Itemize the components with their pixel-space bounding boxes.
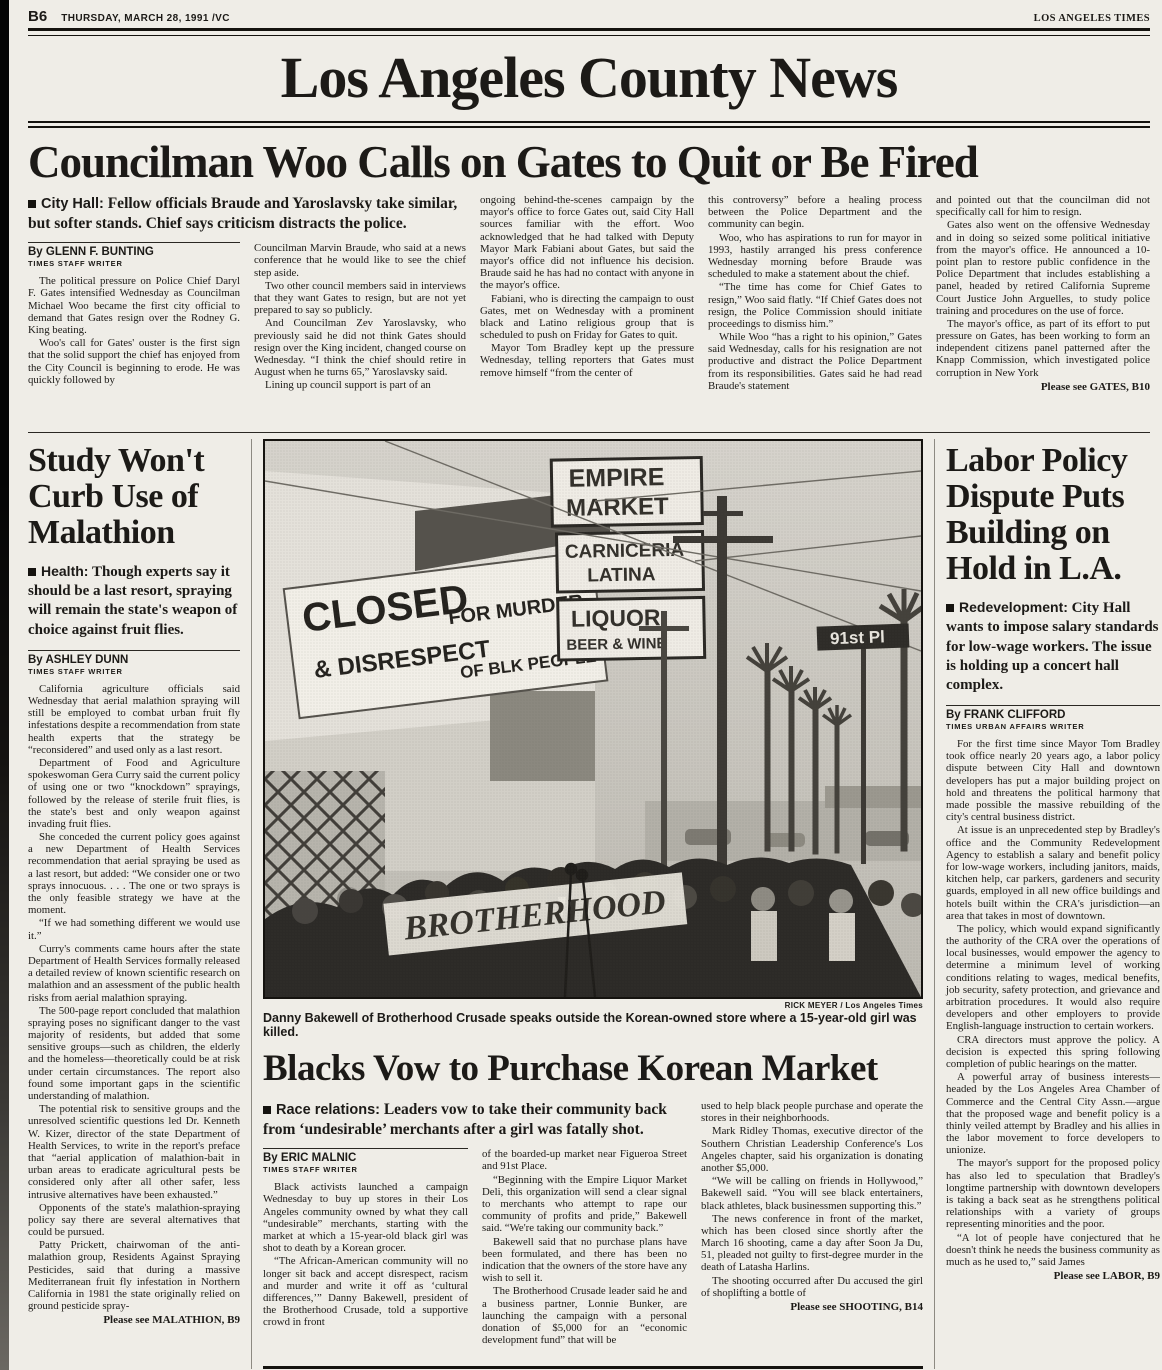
article-paragraph: “The time has come for Chief Gates to resign,” Woo said flatly. “If Chief Gates does not resign, the Police Commission should initiate proceedings to dismiss him.” — [708, 281, 922, 330]
jump-line: Please see MALATHION, B9 — [103, 1314, 240, 1327]
article-paragraph: For the first time since Mayor Tom Bradley took office nearly 20 years ago, a labor policy dispute between City Hall and downtown developers has put a major building project on hold and threatens the political harmony that made possible the massive rebuilding of the city's central business district. — [946, 738, 1160, 824]
jump-line: Please see LABOR, B9 — [1053, 1270, 1160, 1283]
article-paragraph: The mayor's support for the proposed policy has also led to speculation that Bradley's longtime partnership with downtown developers is taking a back seat as he strengthens political relationships with a variety of groups representing minorities and the poor. — [946, 1157, 1160, 1231]
article-paragraph: Black activists launched a campaign Wednesday to buy up stores in their Los Angeles community owned by what they call “undesirable” merchants, starting with the market at which a 15-year-old black girl was shot to death by a Korean grocer. — [263, 1181, 468, 1255]
lead-left-group — [28, 194, 466, 426]
article-paragraph: California agriculture officials said Wednesday that aerial malathion spraying will still be employed to combat urban fruit fly infestations despite a recommendation from state health experts that the strategy be “reconsidered” and used only as a last resort. — [28, 682, 240, 756]
newspaper-page — [28, 8, 1160, 1369]
kicker-label: Race relations: — [276, 1102, 380, 1118]
article-paragraph: Mayor Tom Bradley kept up the pressure Wednesday, telling reporters that Gates must remove himself “from the center of — [480, 342, 694, 379]
kicker-square-icon — [28, 200, 36, 208]
jump-line: Please see GATES, B10 — [1040, 380, 1150, 393]
byline-block — [28, 242, 240, 268]
malathion-kicker — [28, 563, 240, 640]
article-paragraph: The potential risk to sensitive groups and the unresolved scientific questions led Dr. Kenneth W. Kizer, director of the state Department of Health Services, to write in the report's preface that “aerial application of malathion-bait in urban areas to eradicate agricultural pests be considered only after all other safer, less intrusive alternatives have been exhausted.” — [28, 1103, 240, 1201]
byline-title: TIMES URBAN AFFAIRS WRITER — [946, 722, 1085, 732]
article-paragraph: “The African-American community will no longer sit back and accept disrespect, racism and murder and write it off as ‘cultural differences,’” Danny Bakewell, president of the Brotherhood Crusade, told a supportive crowd in front — [263, 1255, 468, 1329]
article-paragraph: The Brotherhood Crusade leader said he and a business partner, Lonnie Bunker, are launching the campaign with a personal donation of $5,000 for an “economic development fund” that will be — [482, 1285, 687, 1347]
labor-headline: Labor Policy Dispute Puts Building on Hold in L.A. — [946, 442, 1128, 588]
lead-column-2 — [254, 242, 466, 426]
jump-line: Please see SHOOTING, B14 — [790, 1301, 923, 1313]
market-headline: Blacks Vow to Purchase Korean Market — [263, 1048, 878, 1089]
article-paragraph: The news conference in front of the market, which has been closed since shortly after the March 16 shooting, came a day after Soon Ja Du, 51, pleaded not guilty to first-degree murder in the death of Latasha Harlins. — [701, 1212, 923, 1274]
article-paragraph: Woo's call for Gates' ouster is the first sign that the solid support the chief has enjoyed from the City Council is beginning to erode. He was quickly followed by — [28, 337, 240, 386]
date-line: THURSDAY, MARCH 28, 1991 /VC — [61, 13, 230, 24]
photo-credit: RICK MEYER / Los Angeles Times — [784, 1001, 923, 1010]
article-text — [701, 1100, 923, 1299]
article-paragraph: Patty Prickett, chairwoman of the anti-malathion group, Residents Against Spraying Pesticides, said that during a massive Mediterranean fruit fly infestation in Northern California in 1981 the state originally relied on ground pesticide spray- — [28, 1239, 240, 1313]
article-text — [263, 1181, 468, 1328]
lead-column-3 — [480, 194, 694, 426]
header-rule — [28, 28, 1150, 36]
article-paragraph: Mark Ridley Thomas, executive director of the Southern Christian Leadership Conference's Los Angeles chapter, said his organization is donating another $5,000. — [701, 1125, 923, 1174]
article-paragraph: And Councilman Zev Yaroslavsky, who previously said he did not think Gates should resign over the King incident, changed course on Wednesday. “I think the chief should retire in August when he turns 65,” Yaroslavsky said. — [254, 317, 466, 379]
market-story — [263, 1047, 923, 1369]
news-photo — [263, 439, 923, 999]
center-column — [252, 439, 935, 1369]
article-paragraph: Fabiani, who is directing the campaign to oust Gates, met on Wednesday with a prominent black and Latino religious group that is scheduled to push on Friday for Gates to quit. — [480, 292, 694, 342]
article-paragraph: and pointed out that the councilman did not specifically call for him to resign. — [936, 194, 1150, 219]
article-paragraph: “Beginning with the Empire Liquor Market Deli, this organization will send a clear signal to merchants who attempt to rape our community of profits and pride,” Bakewell said. “We're taking our community back.” — [482, 1173, 687, 1235]
kicker-text: Though experts say it should be a last resort, spraying will remain the state's weapon of choice against fruit flies. — [28, 564, 238, 638]
labor-story — [935, 439, 1160, 1369]
article-paragraph: A powerful array of business interests—headed by the Los Angeles Area Chamber of Commerce and the Central City Assn.—argue that the proposed wage and benefit policy is a thinly veiled attempt by Bradley and his allies in the labor movement to force developers to unionize. — [946, 1071, 1160, 1157]
article-paragraph: The policy, which would expand significantly the authority of the CRA over the operations of local businesses, would empower the agency to determine a minimum level of working conditions relating to wages, medical benefits, job security, safety protection, and grievance and arbitration procedures. It would also require developers and other employers to provide English-language instruction to certain workers. — [946, 922, 1160, 1033]
kicker-square-icon — [946, 604, 954, 612]
section-divider-rule — [28, 432, 1150, 433]
article-text — [936, 194, 1150, 379]
article-paragraph: Two other council members said in interviews that they want Gates to resign, but are not yet prepared to say so publicly. — [254, 279, 466, 317]
article-paragraph: Department of Food and Agriculture spokeswoman Gera Curry said the current policy of using one or two “knockdown” sprayings, followed by the release of sterile fruit flies, is the state's best and only weapon against invading fruit flies. — [28, 756, 240, 830]
article-text — [28, 683, 240, 1313]
kicker-label: Redevelopment: — [959, 599, 1068, 616]
article-paragraph: used to help black people purchase and operate the stores in their neighborhoods. — [701, 1100, 923, 1125]
kicker-text: Leaders vow to take their community back from ‘undesirable’ merchants after a girl was fatally shot. — [263, 1101, 667, 1139]
article-paragraph: Woo, who has aspirations to run for mayor in 1993, hastily arranged his press conference Wednesday morning before Braude was scheduled to make a statement about the chief. — [708, 231, 922, 281]
article-paragraph: Lining up council support is part of an — [265, 379, 431, 392]
malathion-story — [28, 439, 252, 1369]
photo-caption: Danny Bakewell of Brotherhood Crusade speaks outside the Korean-owned store where a 15-year-old girl was killed. — [263, 1011, 917, 1039]
kicker-text: City Hall wants to impose salary standards for low-wage workers. The issue is holding up a concert hall complex. — [946, 600, 1159, 693]
lead-body — [28, 194, 1150, 426]
article-paragraph: The political pressure on Police Chief Daryl F. Gates intensified Wednesday as Councilman Michael Woo became the first city official to demand that Gates resign over the Rodney G. King beating. — [28, 275, 240, 337]
byline: By GLENN F. BUNTING — [28, 246, 154, 259]
article-paragraph: “We will be calling on friends in Hollywood,” Bakewell said. “You will see black entertainers, black athletes, black businessmen supporting this.” — [701, 1175, 923, 1212]
market-column-1 — [263, 1148, 468, 1362]
market-column-3 — [701, 1100, 923, 1362]
byline-title: TIMES STAFF WRITER — [28, 259, 123, 269]
lead-headline: Councilman Woo Calls on Gates to Quit or Be Fired — [28, 137, 978, 187]
market-left-group — [263, 1100, 687, 1362]
article-paragraph: The mayor's office, as part of its effort to put pressure on Gates, has been working to form an independent citizens panel patterned after the Knapp Commission, which investigated police corruption in New York — [936, 317, 1150, 379]
article-text — [28, 275, 240, 386]
article-paragraph: Opponents of the state's malathion-spraying policy say there are several alternatives that could be pursued. — [28, 1201, 240, 1239]
kicker-label: Health: — [41, 563, 89, 580]
byline-block — [946, 705, 1160, 731]
article-paragraph: “A lot of people have conjectured that he doesn't think he needs the business community as much as he used to,” said James — [946, 1231, 1160, 1268]
kicker-square-icon — [263, 1106, 271, 1114]
lead-story — [28, 136, 1150, 426]
market-body — [263, 1100, 923, 1362]
article-paragraph: ongoing behind-the-scenes campaign by the mayor's office to force Gates out, said City Hall sources familiar with the effort. Woo acknowledged that he had talked with Deputy Mayor Mark Fabiani about Gates, but said the mayor's office did not influence his decision. Braude said he has had no contact with anyone in the mayor's office. — [480, 194, 694, 292]
byline-block — [263, 1148, 468, 1174]
labor-kicker — [946, 599, 1160, 695]
byline-title: TIMES STAFF WRITER — [263, 1165, 358, 1175]
page-number: B6 — [28, 8, 48, 25]
malathion-headline: Study Won't Curb Use of Malathion — [28, 442, 205, 552]
article-paragraph: The shooting occurred after Du accused the girl of shoplifting a bottle of — [701, 1274, 923, 1299]
kicker-square-icon — [28, 568, 36, 576]
photo-illustration — [265, 441, 921, 997]
middle-section — [28, 439, 1160, 1369]
folio-left — [28, 8, 230, 25]
market-column-2 — [482, 1148, 687, 1362]
section-banner: Los Angeles County News — [280, 45, 898, 110]
market-left-columns — [263, 1148, 687, 1362]
lead-kicker — [28, 194, 466, 234]
article-paragraph: At issue is an unprecedented step by Bradley's office and the Community Redevelopment Agency to establish a salary and benefit policy for low-wage workers, including janitors, maids, kitchen help, car parkers, gardeners and security guards, employed in all new office buildings and hotels built within the CRA's jurisdiction—an area that takes in most of downtown. — [946, 824, 1160, 922]
byline-title: TIMES STAFF WRITER — [28, 666, 123, 676]
masthead: LOS ANGELES TIMES — [1033, 13, 1150, 24]
article-paragraph: this controversy” before a healing process between the Police Department and the community can begin. — [708, 194, 922, 231]
folio-header — [28, 8, 1150, 25]
article-paragraph: CRA directors must approve the policy. A decision is expected this spring following completion of public hearings on the matter. — [946, 1033, 1160, 1070]
scan-edge-artifact — [0, 0, 9, 1370]
banner-rule — [28, 121, 1150, 128]
article-paragraph: The 500-page report concluded that malathion spraying poses no significant danger to the vast majority of residents, but added that some sensitive groups—such as children, the elderly and the homeless—theoretically could be at risk under certain circumstances. The report also found some important gaps in the scientific understanding of malathion. — [28, 1004, 240, 1103]
byline: By FRANK CLIFFORD — [946, 709, 1066, 722]
article-paragraph: She conceded the current policy goes against a new Department of Health Services recommendation that aerial spraying be used as a last resort, but added: “We consider one or two sprays innocuous. . . . The one or two sprays is the only feasible strategy we have at the moment. — [28, 831, 240, 917]
article-paragraph: “If we had something different we would use it.” — [28, 917, 240, 942]
market-kicker — [263, 1100, 687, 1140]
lead-column-1 — [28, 242, 240, 426]
byline-block — [28, 650, 240, 676]
article-paragraph: of the boarded-up market near Figueroa Street and 91st Place. — [482, 1148, 687, 1173]
lead-column-4 — [708, 194, 922, 426]
article-paragraph: Bakewell said that no purchase plans have been formulated, and there has been no indication that the owners of the store have any wish to sell it. — [482, 1235, 687, 1285]
article-paragraph: Gates also went on the offensive Wednesday and in doing so seized some political initiative from the mayor's office. He announced a 10-point plan to restore public confidence in the Police Department that includes establishing a panel, headed by retired California Supreme Court Justice John Arguelles, to study police training and procedures on the use of force. — [936, 219, 1150, 317]
kicker-text: Fellow officials Braude and Yaroslavsky take similar, but softer stands. Chief says criticism distracts the police. — [28, 195, 458, 233]
lead-left-columns — [28, 242, 466, 426]
article-paragraph: While Woo “has a right to his opinion,” Gates said Wednesday, calls for his resignation are not productive and distract the Police Department from its responsibilities. Gates said he had read Braude's statement — [708, 331, 922, 392]
byline: By ERIC MALNIC — [263, 1152, 357, 1165]
lead-column-5 — [936, 194, 1150, 426]
article-paragraph: Curry's comments came hours after the state Department of Health Services formally released a detailed review of known scientific research on malathion and an assessment of the public health risks from aerial malathion spraying. — [28, 942, 240, 1004]
bottom-rule — [263, 1366, 923, 1369]
article-paragraph: Councilman Marvin Braude, who said at a news conference that he would like to see the chief step aside. — [254, 242, 466, 279]
kicker-label: City Hall: — [41, 196, 104, 212]
byline: By ASHLEY DUNN — [28, 653, 129, 666]
article-text — [946, 738, 1160, 1268]
